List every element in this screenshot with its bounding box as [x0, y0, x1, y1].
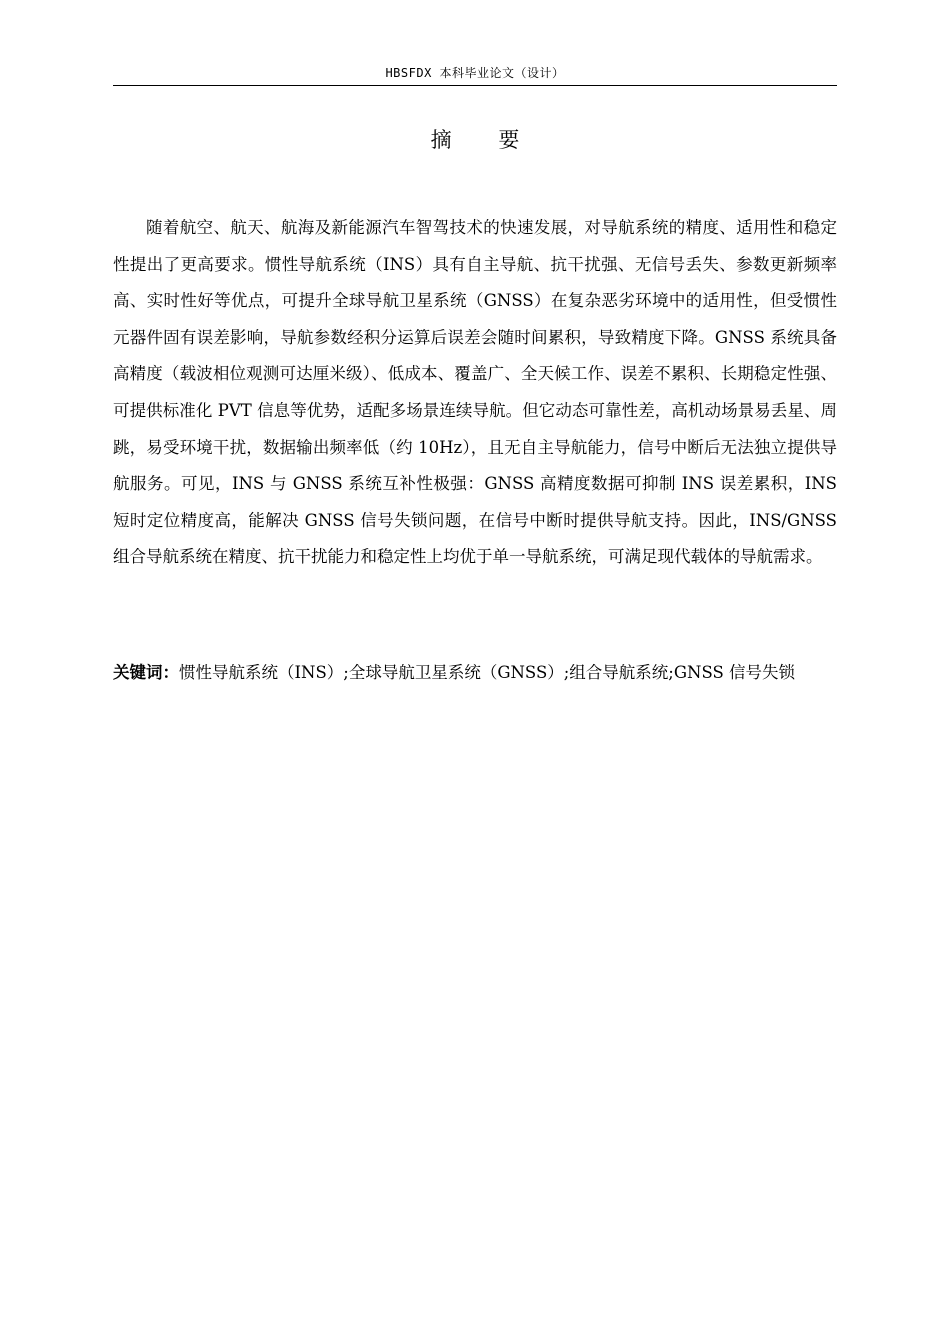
abstract-title: 摘 要: [430, 128, 540, 152]
header-rule: [113, 85, 837, 86]
keywords-line: [113, 655, 837, 692]
abstract-body: 随着航空、航天、航海及新能源汽车智驾技术的快速发展，对导航系统的精度、适用性和稳定性提出了更高要求。惯性导航系统（INS）具有自主导航、抗干扰强、无信号丢失、参数更新频率高、实时性好等优点，可提升全球导航卫星系统（GNSS）在复杂恶劣环境中的适用性，但受惯性元器件固有误差影响，导航参数经积分运算后误差会随时间累积，导致精度下降。GNSS 系统具备高精度（载波相位观测可达厘米级）、低成本、覆盖广、全天候工作、误差不累积、长期稳定性强、可提供标准化 PVT 信息等优势，适配多场景连续导航。但它动态可靠性差，高机动场景易丢星、周跳，易受环境干扰，数据输出频率低（约 10Hz），且无自主导航能力，信号中断后无法独立提供导航服务。可见，INS 与 GNSS 系统互补性极强：GNSS 高精度数据可抑制 INS 误差累积，INS 短时定位精度高，能解决 GNSS 信号失锁问题，在信号中断时提供导航支持。因此，INS/GNSS 组合导航系统在精度、抗干扰能力和稳定性上均优于单一导航系统，可满足现代载体的导航需求。: [113, 218, 837, 567]
keywords-text: 惯性导航系统（INS）;全球导航卫星系统（GNSS）;组合导航系统;GNSS 信号失锁: [179, 663, 796, 682]
running-header: HBSFDX 本科毕业论文（设计）: [385, 66, 565, 80]
keywords-label: 关键词：: [113, 663, 179, 682]
